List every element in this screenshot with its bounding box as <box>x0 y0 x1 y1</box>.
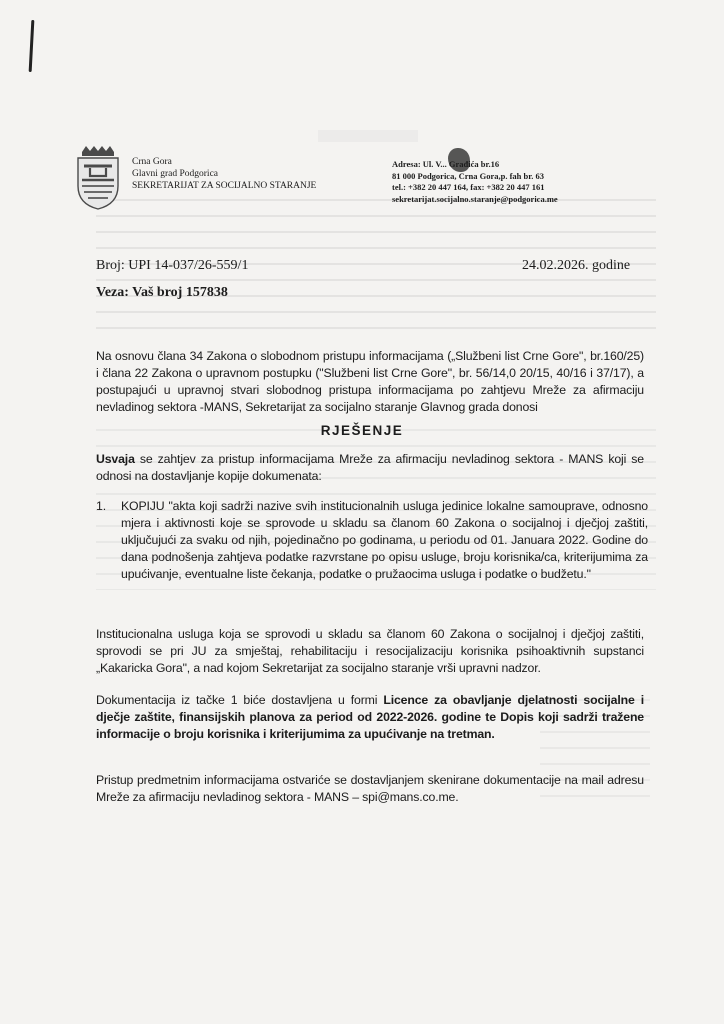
reference-link: Veza: Vaš broj 157838 <box>96 285 228 300</box>
decision-paragraph <box>96 451 644 485</box>
documentation-bold-text: Licence za obavljanje djelatnosti socijalne i dječje zaštite, finansijskih planova za period od 2022-2026. godine te Dopis koji sadrži tražene informacije o broju korisnika i kriterijumima za upućivanje na tretman. <box>96 693 644 741</box>
access-paragraph: Pristup predmetnim informacijama ostvariće se dostavljanjem skenirane dokumentacije na mail adresu Mreže za afirmaciju nevladinog sektora - MANS – spi@mans.co.me. <box>96 773 644 804</box>
list-item-text: KOPIJU "akta koji sadrži nazive svih institucionalnih usluga jedinice lokalne samouprave, odnosno mjera i aktivnosti koje se sprovode u skladu sa članom 60 Zakona o socijalnoj i dječjoj zaštiti, uključujući za svaku od njih, pojedinačno po godinama, u periodu od 01. Januara 2022. Godine do dana podnošenja zahtjeva podatke razvrstane po opisu usluge, broju korisnika/ca, kriterijumima za upućivanje, eventualne liste čekanja, podatke o pružaocima usluga i podatke o budžetu." <box>121 499 648 581</box>
decision-text: se zahtjev za pristup informacijama Mreže za afirmaciju nevladinog sektora - MANS koji se odnosi na dostavljanje kopije dokumenata: <box>96 452 644 483</box>
org-line: SEKRETARIJAT ZA SOCIJALNO STARANJE <box>132 181 317 191</box>
reference-number: Broj: UPI 14-037/26-559/1 <box>96 258 249 273</box>
coat-of-arms-icon <box>76 146 120 210</box>
bleed-through-mark <box>318 130 418 142</box>
contact-line: 81 000 Podgorica, Crna Gora,p. fah br. 63 <box>392 170 544 181</box>
document-date: 24.02.2026. godine <box>522 258 631 273</box>
institution-paragraph: Institucionalna usluga koja se sprovodi u skladu sa članom 60 Zakona o socijalnoj i dječjoj zaštiti, sprovodi se pri JU za smještaj, rehabilitaciju i resocijalizaciju korisnika psihoaktivnih supstanci „Kakaricka Gora", a nad kojom Sekretarijat za socijalno staranje vrši upravni nadzor. <box>96 627 644 675</box>
list-item-number: 1. <box>96 499 106 513</box>
documentation-paragraph <box>96 692 644 743</box>
contact-line: Adresa: Ul. V... Građića br.16 <box>392 159 500 169</box>
contact-line: sekretarijat.socijalno.staranje@podgorica.me <box>392 193 558 204</box>
decision-keyword: Usvaja <box>96 452 135 466</box>
contact-line: tel.: +382 20 447 164, fax: +382 20 447 161 <box>392 182 545 192</box>
documentation-text: Dokumentacija iz tačke 1 biće dostavljena u formi <box>96 693 384 707</box>
org-line: Crna Gora <box>132 157 172 167</box>
document-title: RJEŠENJE <box>320 423 404 438</box>
org-line: Glavni grad Podgorica <box>132 169 219 179</box>
org-header <box>132 156 316 192</box>
intro-paragraph: Na osnovu člana 34 Zakona o slobodnom pristupu informacijama („Službeni list Crne Gore", br.160/25) i člana 22 Zakona o upravnom postupku ("Službeni list Crne Gore", br. 56/14,0 20/15, 40/16 i 37/17), a postupajući u upravnoj stvari slobodnog pristupa informacijama po zahtjevu Mreže za afirmaciju nevladinog sektora -MANS, Sekretarijat za socijalno staranje Glavnog grada donosi <box>96 349 644 414</box>
contact-block <box>392 159 558 205</box>
margin-pen-mark <box>29 20 35 72</box>
